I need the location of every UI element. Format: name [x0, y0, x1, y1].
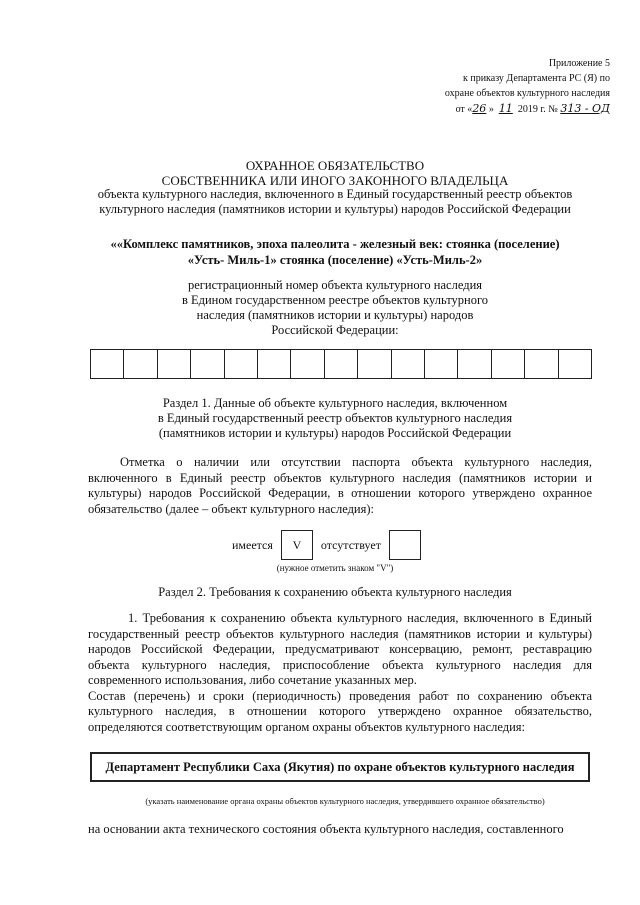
reg-box: [291, 350, 324, 378]
date-prefix: от «: [455, 104, 473, 115]
appendix-block: [350, 56, 610, 117]
title-line3: объекта культурного наследия, включенного в Единый государственный реестр объектов: [97, 187, 573, 201]
requirements-text: [88, 611, 592, 735]
appendix-line3: охране объектов культурного наследия: [444, 88, 610, 99]
date-year: 2019 г. №: [517, 104, 558, 115]
reg-box: [91, 350, 124, 378]
passport-marks: [232, 530, 429, 560]
registration-number-boxes: [90, 349, 592, 379]
appendix-line1: Приложение 5: [548, 58, 610, 69]
section2-heading: Раздел 2. Требования к сохранению объекта культурного наследия: [158, 585, 512, 599]
reg-box: [325, 350, 358, 378]
section1-line3: (памятников истории и культуры) народов Российской Федерации: [158, 426, 512, 440]
marks-hint: (нужное отметить знаком "V"): [276, 563, 394, 573]
date-month: 11: [498, 102, 513, 115]
reg-box: [392, 350, 425, 378]
document-subtitle: [70, 187, 600, 217]
department-box: Департамент Республики Саха (Якутия) по охране объектов культурного наследия: [90, 752, 590, 782]
appendix-line2: к приказу Департамента РС (Я) по: [462, 73, 610, 84]
absent-label: отсутствует: [320, 537, 381, 552]
has-checkbox[interactable]: V: [281, 530, 313, 560]
object-name: [70, 236, 600, 268]
last-line: на основании акта технического состояния объекта культурного наследия, составленного: [88, 822, 564, 836]
registration-line1: регистрационный номер объекта культурного наследия: [187, 278, 483, 292]
reg-box: [525, 350, 558, 378]
order-number: 313 - ОД: [560, 102, 610, 115]
reg-box: [492, 350, 525, 378]
reg-box: [358, 350, 391, 378]
registration-line2: в Едином государственном реестре объектов культурного: [181, 293, 489, 307]
department-hint: (указать наименование органа охраны объектов культурного наследия, утвердившего охранное обязательство): [145, 796, 545, 806]
passport-paragraph: Отметка о наличии или отсутствии паспорта объекта культурного наследия, включенного в Единый реестр объектов культурного наследия (памятников истории и культуры) народов Российской Федерации, в отношении которого утверждено охранное обязательство (далее – объект культурного наследия):: [88, 455, 592, 516]
section1-line2: в Единый государственный реестр объектов культурного наследия: [157, 411, 513, 425]
title-line4: культурного наследия (памятников истории и культуры) народов Российской Федерации: [99, 202, 571, 216]
object-name-line1: ««Комплекс памятников, эпоха палеолита - железный век: стоянка (поселение): [110, 237, 560, 251]
title-line2: СОБСТВЕННИКА ИЛИ ИНОГО ЗАКОННОГО ВЛАДЕЛЬЦА: [161, 173, 509, 188]
reg-box: [458, 350, 491, 378]
absent-checkbox[interactable]: [389, 530, 421, 560]
requirements-p2: Состав (перечень) и сроки (периодичность) проведения работ по сохранению объекта культурного наследия, в отношении которого утверждено охранное обязательство, определяются соответствующим органом охраны объектов культурного наследия:: [88, 688, 592, 734]
title-line1: ОХРАННОЕ ОБЯЗАТЕЛЬСТВО: [245, 158, 425, 173]
reg-box: [258, 350, 291, 378]
object-name-line2: «Усть- Миль-1» стоянка (поселение) «Усть-Миль-2»: [187, 253, 483, 267]
section1-heading: [70, 396, 600, 441]
reg-box: [191, 350, 224, 378]
date-day: 26: [472, 102, 487, 115]
registration-line3: наследия (памятников истории и культуры) народов: [196, 308, 474, 322]
requirements-p1: 1. Требования к сохранению объекта культурного наследия, включенного в Единый государственный реестр объектов культурного наследия (памятников истории и культуры) народов Российской Федерации, предусматривают консервацию, ремонт, реставрацию объекта культурного наследия, приспособление объекта культурного наследия для современного использования, либо сочетание указанных мер.: [88, 611, 592, 687]
section1-line1: Раздел 1. Данные об объекте культурного наследия, включенном: [162, 396, 508, 410]
appendix-date: [350, 101, 610, 117]
registration-label: [70, 278, 600, 338]
reg-box: [425, 350, 458, 378]
reg-box: [124, 350, 157, 378]
reg-box: [158, 350, 191, 378]
document-title: [70, 158, 600, 188]
registration-line4: Российской Федерации:: [271, 323, 399, 337]
reg-box: [559, 350, 591, 378]
reg-box: [225, 350, 258, 378]
has-label: имеется: [232, 537, 273, 552]
date-mid: »: [488, 104, 494, 115]
